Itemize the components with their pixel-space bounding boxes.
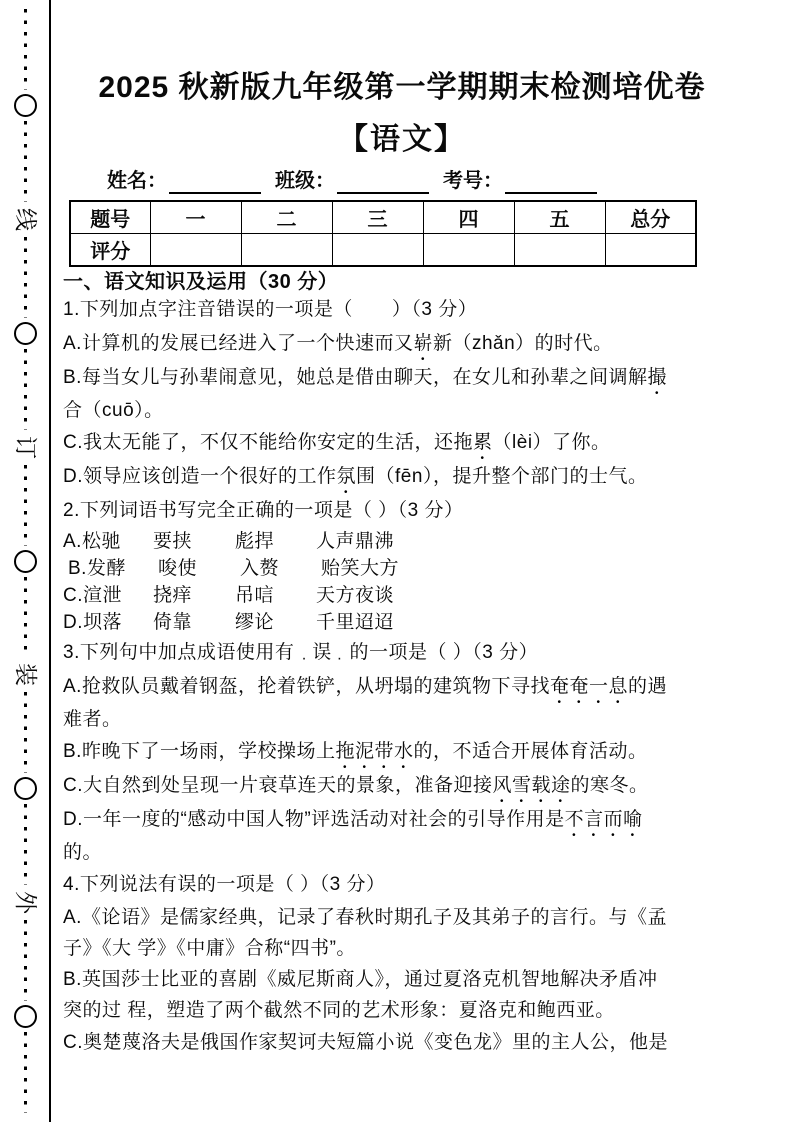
score-table-header-cell: 一 [150, 201, 241, 234]
score-table-header-cell: 总分 [605, 201, 696, 234]
word-column: 天方夜谈 [316, 585, 395, 606]
binding-dotted-line [24, 1032, 27, 1113]
binding-line [49, 0, 51, 1122]
text-segment: 3.下列句中加点成语使用有 [63, 642, 295, 663]
word-column: 入赘 [240, 558, 280, 579]
score-cell-empty [423, 234, 514, 267]
word-column: 缪论 [235, 612, 275, 633]
text-line [63, 704, 741, 735]
text-line [63, 361, 741, 395]
score-cell-empty [241, 234, 332, 267]
emphasized-char: 崭 [413, 333, 433, 354]
text-segment: 的寒冬。 [570, 775, 649, 796]
binding-dotted-line [24, 465, 27, 546]
emphasized-char: 撮 [647, 367, 667, 388]
score-table [69, 200, 697, 267]
binding-circle-icon [14, 777, 37, 800]
text-segment: 的一项是（ ）（3 分） [349, 642, 539, 663]
text-segment: B.英国莎士比亚的喜剧《威尼斯商人》，通过夏洛克机智地解决矛盾冲 [63, 969, 658, 990]
text-line [63, 995, 741, 1026]
text-segment: 的，不适合开展体育活动。 [413, 741, 648, 762]
student-info-field [443, 168, 597, 194]
word-column: 人声鼎沸 [316, 531, 395, 552]
text-segment: C.奥楚蔑洛夫是俄国作家契诃夫短篇小说《变色龙》里的主人公，他是 [63, 1032, 669, 1053]
text-segment: D.领导应该创造一个很好的工作 [63, 466, 337, 487]
binding-dotted-line [24, 692, 27, 773]
text-line [63, 609, 741, 636]
word-column: 唆使 [158, 558, 198, 579]
score-cell-empty [514, 234, 605, 267]
emphasized-char: · 误 · [294, 642, 349, 663]
binding-dotted-line [24, 920, 27, 1001]
binding-char: 线 [12, 207, 39, 231]
field-label: 考号： [443, 170, 503, 192]
text-segment: C.大自然到处呈现一片衰草连天的景象，准备迎接 [63, 775, 493, 796]
word-column: 挠痒 [153, 585, 193, 606]
score-table-header-cell: 二 [241, 201, 332, 234]
text-line [63, 293, 741, 327]
student-info-field [107, 168, 261, 194]
score-table-header-cell: 题号 [70, 201, 150, 234]
text-line [63, 933, 741, 964]
binding-char: 装 [12, 663, 39, 687]
word-column: 彪捍 [235, 531, 275, 552]
text-line [63, 555, 741, 582]
word-column: B.发酵 [68, 558, 126, 579]
text-line [63, 395, 741, 426]
binding-dotted-line [24, 237, 27, 318]
text-line [63, 1026, 741, 1060]
field-blank-line [337, 170, 429, 194]
text-line [63, 803, 741, 837]
text-line [63, 769, 741, 803]
binding-dotted-line [24, 121, 27, 202]
score-table-header-cell: 三 [332, 201, 423, 234]
text-segment: 4.下列说法有误的一项是（ ）（3 分） [63, 874, 386, 895]
word-column: 倚靠 [153, 612, 193, 633]
text-line [63, 528, 741, 555]
word-column: 贻笑大方 [321, 558, 400, 579]
text-segment: 2.下列词语书写完全正确的一项是（ ）（3 分） [63, 500, 464, 521]
score-cell-empty [150, 234, 241, 267]
word-column: A.松驰 [63, 531, 121, 552]
text-line [63, 636, 741, 670]
text-line [63, 460, 741, 494]
binding-char: 外 [12, 891, 39, 915]
score-table-header-cell: 五 [514, 201, 605, 234]
emphasized-char: 不言而喻 [564, 809, 643, 830]
field-blank-line [505, 170, 597, 194]
page-subtitle: 【语文】 [338, 123, 466, 156]
text-segment: 突的过 程，塑造了两个截然不同的艺术形象：夏洛克和鲍西亚。 [63, 1000, 615, 1021]
binding-circle-icon [14, 550, 37, 573]
text-line [63, 902, 741, 933]
student-info-row [107, 168, 741, 194]
binding-strip [0, 0, 50, 1122]
word-column: 要挟 [153, 531, 193, 552]
exam-content [63, 0, 741, 1060]
word-column: 千里迢迢 [316, 612, 395, 633]
score-cell-empty [605, 234, 696, 267]
score-cell-empty [332, 234, 423, 267]
text-segment: （lèi）了你。 [492, 432, 611, 453]
binding-circle-icon [14, 322, 37, 345]
text-line [63, 868, 741, 902]
binding-dotted-line [24, 577, 27, 658]
text-segment: A.计算机的发展已经进入了一个快速而又 [63, 333, 414, 354]
text-segment: B.昨晚下了一场雨，学校操场上 [63, 741, 336, 762]
text-segment: C.我太无能了，不仅不能给你安定的生活，还拖 [63, 432, 474, 453]
section-heading: 一、语文知识及运用（30 分） [63, 271, 339, 293]
text-segment: 的遇 [627, 676, 667, 697]
emphasized-char: 氛 [336, 466, 357, 487]
text-segment: 合（cuō）。 [63, 400, 164, 421]
text-segment: 子》《大 学》《中庸》合称“四书”。 [63, 938, 356, 959]
score-row-label: 评分 [70, 234, 150, 267]
emphasized-char: 拖泥带水 [335, 741, 414, 762]
text-line [63, 494, 741, 528]
text-segment: 的。 [63, 842, 103, 863]
emphasized-char: 奄奄一息 [549, 676, 628, 697]
student-info-field [275, 168, 429, 194]
text-segment: D.一年一度的“感动中国人物”评选活动对社会的引导作用是 [63, 809, 565, 830]
score-table-body [70, 201, 696, 266]
score-table-score-row [70, 234, 696, 267]
score-table-header-cell: 四 [423, 201, 514, 234]
word-column: D.坝落 [63, 612, 123, 633]
score-table-header-row [70, 201, 696, 234]
emphasized-char: 累 [473, 432, 493, 453]
binding-char: 订 [12, 435, 39, 459]
binding-dotted-line [24, 804, 27, 885]
field-label: 班级： [275, 170, 335, 192]
binding-circle-icon [14, 1005, 37, 1028]
text-segment: 围（fēn），提升整个部门的士气。 [356, 466, 648, 487]
word-column: 吊唁 [235, 585, 275, 606]
text-segment: 难者。 [63, 709, 122, 730]
text-line [63, 670, 741, 704]
text-segment: A.《论语》是儒家经典，记录了春秋时期孔子及其弟子的言行。与《孟 [63, 907, 667, 928]
binding-circle-icon [14, 94, 37, 117]
binding-dotted-line [24, 349, 27, 430]
binding-dotted-line [24, 9, 27, 90]
page-title: 2025 秋新版九年级第一学期期末检测培优卷 [98, 71, 706, 104]
text-line [63, 837, 741, 868]
text-line [63, 426, 741, 460]
text-line [63, 582, 741, 609]
exam-body [63, 293, 741, 1060]
text-line [63, 735, 741, 769]
text-line [63, 327, 741, 361]
text-segment: 新（zhǎn）的时代。 [432, 333, 613, 354]
text-line [63, 964, 741, 995]
field-blank-line [169, 170, 261, 194]
word-column: C.渲泄 [63, 585, 123, 606]
emphasized-char: 风雪载途 [492, 775, 571, 796]
field-label: 姓名： [107, 170, 167, 192]
text-segment: B.每当女儿与孙辈闹意见，她总是借由聊天，在女儿和孙辈之间调解 [63, 367, 648, 388]
text-segment: A.抢救队员戴着钢盔，抡着铁铲，从坍塌的建筑物下寻找 [63, 676, 550, 697]
text-segment: 1.下列加点字注音错误的一项是（ ）（3 分） [63, 299, 478, 320]
